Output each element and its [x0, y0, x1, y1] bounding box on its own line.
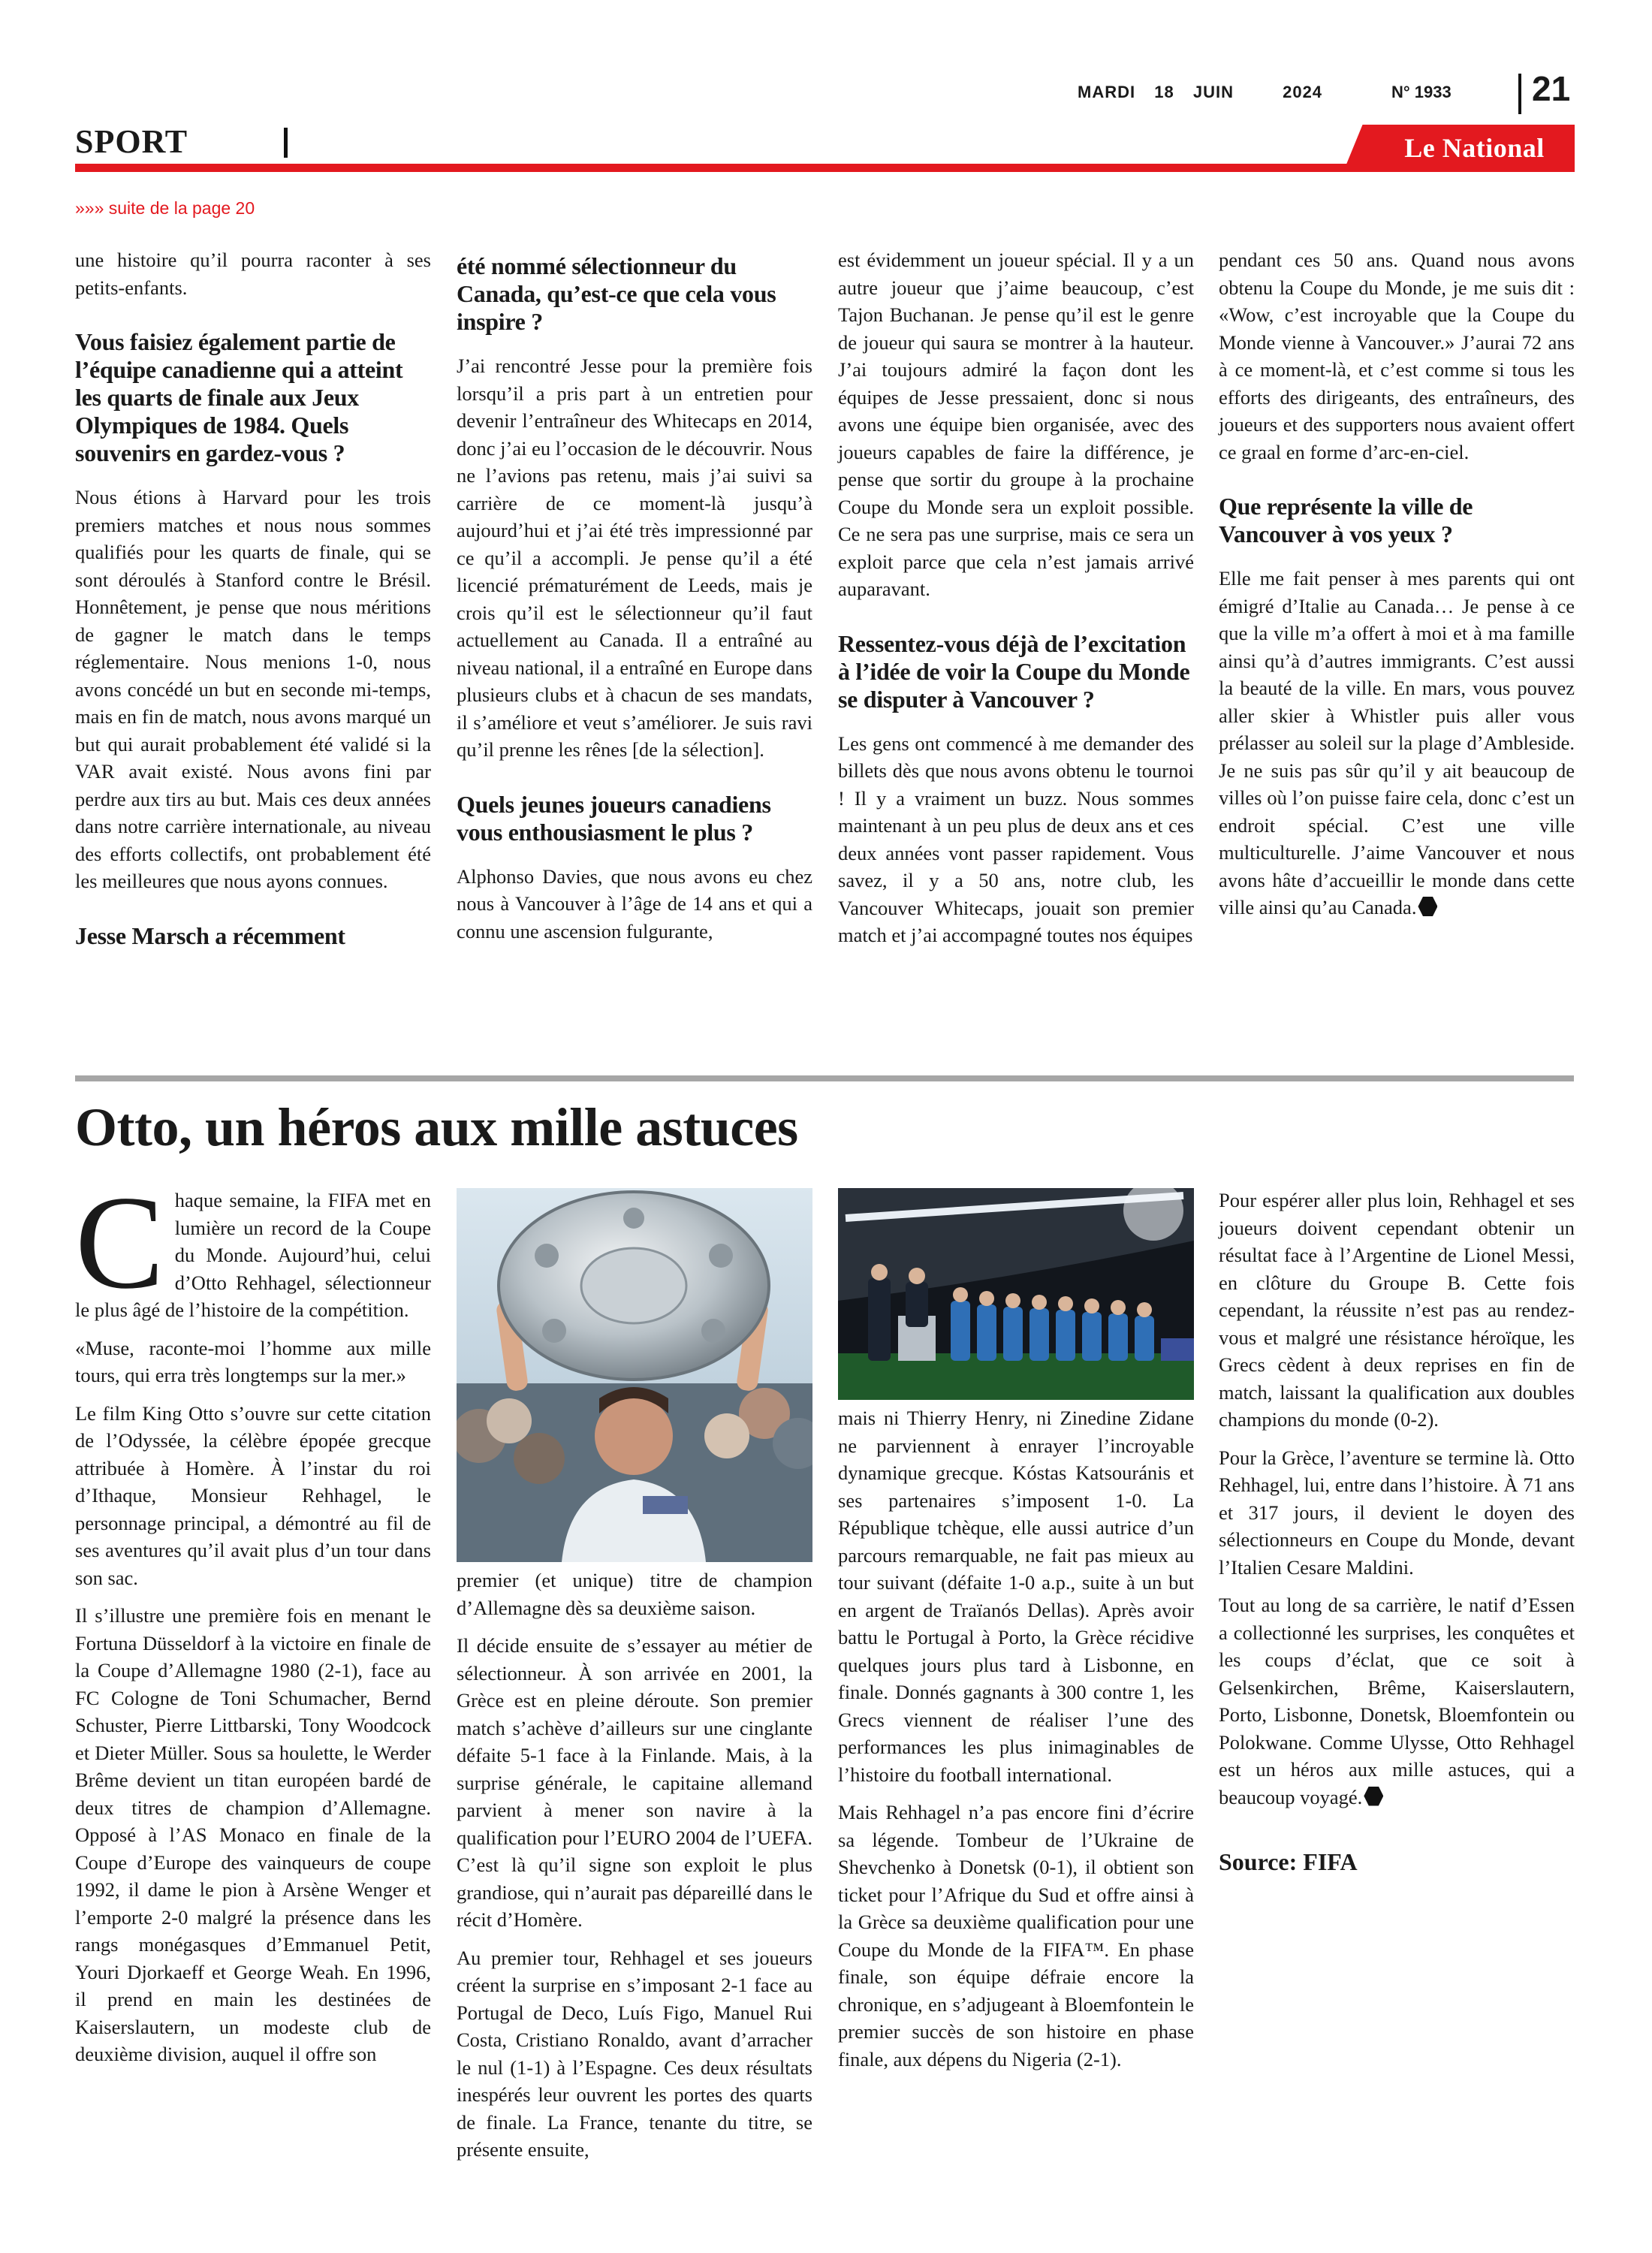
interview-question: Ressentez-vous déjà de l’excitation à l’idée de voir la Coupe du Monde se disputer à Vancouver ?: [838, 629, 1190, 713]
issue-number: N° 1933: [1391, 83, 1452, 101]
section-divider: [284, 128, 288, 158]
paragraph: [838, 730, 1194, 949]
paragraph-text: une histoire qu’il pourra raconter à ses petits-enfants.: [75, 249, 431, 299]
paragraph-text: «Muse, raconte-moi l’homme aux mille tours, qui erra très longtemps sur la mer.»: [75, 1336, 431, 1386]
paragraph: [838, 1404, 1194, 1788]
end-mark-icon: [1418, 897, 1437, 916]
paragraph-text: Il décide ensuite de s’essayer au métier de sélectionneur. À son arrivée en 2001, la Grèce est en pleine déroute. Son premier match s’achève d’ailleurs sur une cinglante défaite 5-1 face à la Finlande. Mais, à la surprise générale, le capitaine allemand parvient à mener son navire à la qualification pour l’EURO 2004 de l’UEFA. C’est là qu’il signe son exploit le plus grandiose, qui n’aurait pas dépareillé dans le récit d’Homère.: [457, 1634, 812, 1931]
paragraph: [75, 1168, 431, 1324]
article-column-1: [75, 1168, 431, 2079]
interview-question: Jesse Marsch a récemment: [75, 921, 345, 949]
article-divider: [75, 1075, 1574, 1081]
issue-month: JUIN: [1192, 83, 1234, 101]
interview-question: Que représente la ville de Vancouver à vos yeux ?: [1219, 493, 1473, 547]
paragraph: [457, 352, 812, 764]
interview-question: Vous faisiez également partie de l’équipe canadienne qui a atteint les quarts de finale aux Jeux Olympiques de 1984. Quels souvenirs en gardez-vous ?: [75, 328, 403, 466]
paragraph-text: Nous étions à Harvard pour les trois premiers matches et nous nous sommes qualifiés pour les quarts de finale, qui se sont déroulés à Stanford contre le Brésil. Honnêtement, je pense que nous méritions de gagner le match dans le temps réglementaire. Nous menions 1-0, nous avons concédé un but en seconde mi-temps, mais en fin de match, nous avons marqué un but qui aurait probablement été validé si la VAR avait existé. Nous avons fini par perdre aux tirs au but. Mais ces deux années dans notre carrière internationale, au niveau des efforts collectifs, ont probablement été les meilleures que nous ayons connues.: [75, 486, 431, 892]
paragraph-text: Pour espérer aller plus loin, Rehhagel et ses joueurs doivent cependant obtenir un résultat face à l’Argentine de Lionel Messi, en clôture du Groupe B. Cette fois cependant, la réussite n’est pas au rendez-vous et malgré une résistance héroïque, les Grecs cèdent à deux reprises en fin de match, laissant la qualification aux doubles champions du monde (0-2).: [1219, 1189, 1575, 1431]
interview-question: Quels jeunes joueurs canadiens vous enthousiasment le plus ?: [457, 790, 771, 846]
page-number-divider: [1518, 74, 1521, 114]
interview-question: été nommé sélectionneur du Canada, qu’est-ce que cela vous inspire ?: [457, 252, 776, 335]
paragraph-text: est évidemment un joueur spécial. Il y a un autre joueur que j’aime beaucoup, c’est Tajon Buchanan. Je pense qu’il est le genre de joueur qui saura se montrer à la hauteur. J’ai toujours admiré la façon dont les équipes de Jesse pressaient, donc si nous avons une équipe bien organisée, avec des joueurs capables de faire la différence, je pense que sortir du groupe à la prochaine Coupe du Monde sera un exploit possible. Ce ne sera pas une surprise, mais ce sera un exploit parce que cela n’est jamais arrivé auparavant.: [838, 249, 1194, 600]
paragraph: [75, 246, 431, 301]
paragraph: [457, 1944, 812, 2164]
article-column-2: [457, 1567, 812, 2174]
article-headline: Otto, un héros aux mille astuces: [75, 1097, 798, 1157]
article-column-4: [1219, 1187, 1575, 1876]
paragraph: [838, 246, 1194, 603]
interview-column-2: [457, 252, 812, 955]
paragraph-text: Tout au long de sa carrière, le natif d’Essen a collectionné les surprises, les conquêtes et les coups d’éclat, que ce soit à Gelsenkirchen, Brême, Kaiserslautern, Porto, Lisbonne, Donetsk, Bloemfontein ou Polokwane. Comme Ulysse, Otto Rehhagel est un héros aux mille astuces, qui a beaucoup voyagé.: [1219, 1594, 1575, 1808]
paragraph-text: Mais Rehhagel n’a pas encore fini d’écrire sa légende. Tombeur de l’Ukraine de Shevchenko à Donetsk (0-1), il obtient son ticket pour l’Afrique du Sud et offre ainsi à la Grèce sa deuxième qualification pour une Coupe du Monde de la FIFA™. En phase finale, son équipe défraie encore la chronique, en s’adjugeant à Bloemfontein le premier succès de son histoire en phase finale, aux dépens du Nigeria (2-1).: [838, 1801, 1194, 2071]
paragraph: [457, 863, 812, 946]
section-title: SPORT: [75, 123, 188, 160]
paragraph: [1219, 246, 1575, 466]
paragraph: [1219, 1187, 1575, 1434]
continued-from: »»» suite de la page 20: [75, 198, 255, 218]
paragraph-text: Il s’illustre une première fois en menant le Fortuna Düsseldorf à la victoire en finale de la Coupe d’Allemagne 1980 (2-1), face au FC Cologne de Toni Schumacher, Bernd Schuster, Pierre Littbarski, Tony Woodcock et Dieter Müller. Sous sa houlette, le Werder Brême devient un titan européen bardé de deux titres de champion d’Allemagne. Opposé à l’AS Monaco en finale de la Coupe d’Europe des vainqueurs de coupe 1992, il dame le pion à Arsène Wenger et l’emporte 2-0 malgré la présence dans les rangs monégasques d’Emmanuel Petit, Youri Djorkaeff et George Weah. En 1996, il prend en main les destinées de Kaiserslautern, un modeste club de deuxième division, auquel il offre son: [75, 1604, 431, 2065]
paragraph: [457, 1567, 812, 1621]
article-source: Source: FIFA: [1219, 1848, 1358, 1875]
interview-column-1: [75, 246, 431, 967]
paragraph-text: Le film King Otto s’ouvre sur cette citation de l’Odyssée, la célèbre épopée grecque attribuée à Homère. À l’instar du roi d’Ithaque, Monsieur Rehhagel, le personnage principal, a démontré au fil de ses aventures qu’il avait plus d’un tour dans son sac.: [75, 1401, 431, 1589]
paper-name: Le National: [1404, 133, 1545, 163]
paragraph: [457, 1632, 812, 1934]
paragraph: [1219, 565, 1575, 921]
paragraph-text: Pour la Grèce, l’aventure se termine là. Otto Rehhagel, lui, entre dans l’histoire. À 71 ans et 317 jours, il devient le doyen des sélectionneurs en Coupe du Monde, devant l’Italien Cesare Maldini.: [1219, 1446, 1575, 1579]
trophy-photo: [457, 1188, 812, 1562]
paragraph-text: Alphonso Davies, que nous avons eu chez nous à Vancouver à l’âge de 14 ans et qui a connu une ascension fulgurante,: [457, 864, 812, 943]
issue-day: MARDI: [1078, 83, 1136, 101]
paragraph: [1219, 1444, 1575, 1582]
interview-column-4: [1219, 246, 1575, 932]
article-column-3: [838, 1404, 1194, 2083]
paragraph-text: Les gens ont commencé à me demander des billets dès que nous avons obtenu le tournoi ! Il y a vraiment un buzz. Nous sommes maintenant à un peu plus de deux ans et ces deux années vont passer rapidement. Vous savez, il y a 50 ans, notre club, les Vancouver Whitecaps, jouait son premier match et j’ai accompagné toutes nos équipes: [838, 731, 1194, 946]
interview-column-3: [838, 246, 1194, 960]
paragraph-text: haque semaine, la FIFA met en lumière un record de la Coupe du Monde. Aujourd’hui, celui d’Otto Rehhagel, sélectionneur le plus âgé de l’histoire de la compétition.: [75, 1189, 431, 1321]
paragraph: [75, 1602, 431, 2068]
issue-year: 2024: [1283, 83, 1323, 101]
paragraph-text: premier (et unique) titre de champion d’Allemagne dès sa deuxième saison.: [457, 1569, 812, 1619]
paragraph-text: pendant ces 50 ans. Quand nous avons obtenu la Coupe du Monde, je me suis dit : «Wow, c’est incroyable que la Coupe du Monde vienne à Vancouver.» J’aurai 72 ans à ce moment-là, et c’est comme si tous les efforts des dirigeants, des entraîneurs, des joueurs et des supporters nous avaient offert ce graal en forme d’arc-en-ciel.: [1219, 249, 1575, 463]
paragraph: [75, 484, 431, 895]
drop-cap: C: [75, 1168, 164, 1317]
paragraph: [1219, 1591, 1575, 1811]
paragraph: [75, 1335, 431, 1389]
paragraph-text: J’ai rencontré Jesse pour la première fois lorsqu’il a pris part à un entretien pour devenir l’entraîneur des Whitecaps en 2014, donc j’ai eu l’occasion de le découvrir. Nous ne l’avions pas retenu, mais j’ai suivi sa carrière de ce moment-là jusqu’à aujourd’hui et j’ai été très impressionné par ce qu’il a accompli. Je pense qu’il a été licencié prématurément de Leeds, mais je crois qu’il est le sélectionneur qu’il faut actuellement au Canada. Il a entraîné au niveau national, il a entraîné en Europe dans plusieurs clubs et à chacun de ses mandats, il s’améliore et veut s’améliorer. Je suis ravi qu’il prenne les rênes [de la sélection].: [457, 354, 812, 761]
issue-date: [1078, 83, 1336, 102]
issue-date-number: 18: [1154, 83, 1174, 101]
page-number: 21: [1532, 69, 1571, 108]
paragraph: [75, 1400, 431, 1592]
paragraph-text: Elle me fait penser à mes parents qui ont émigré d’Italie au Canada… Je pense à ce que la ville m’a offert à moi et à ma famille ainsi qu’à d’autres immigrants. C’est aussi la beauté de la ville. En mars, vous pouvez aller skier à Whistler puis aller vous prélasser au soleil sur la plage d’Ambleside. Je ne suis pas sûr qu’il y ait beaucoup de villes où l’on puisse faire cela, donc c’est un endroit spécial. C’est une ville multiculturelle. J’aime Vancouver et nous avons hâte d’accueillir le monde dans cette ville ainsi qu’au Canada.: [1219, 567, 1575, 918]
paragraph-text: mais ni Thierry Henry, ni Zinedine Zidane ne parviennent à enrayer l’incroyable dynamique grecque. Kóstas Katsouránis et ses partenaires s’imposent 1-0. La République tchèque, elle aussi autrice d’un parcours remarquable, ne fait pas mieux au tour suivant (défaite 1-0 a.p., suite à un but en argent de Traïanós Dellas). Après avoir battu le Portugal à Porto, la Grèce récidive quelques jours plus tard à Lisbonne, en finale. Donnés gagnants à 300 contre 1, les Grecs viennent de réaliser l’une des performances les plus inimaginables de l’histoire du football international.: [838, 1407, 1194, 1786]
paragraph: [838, 1799, 1194, 2073]
paragraph-text: Au premier tour, Rehhagel et ses joueurs créent la surprise en s’imposant 2-1 face au Portugal de Deco, Luís Figo, Manuel Rui Costa, Cristiano Ronaldo, avant d’arracher le nul (1-1) à l’Espagne. Ces deux résultats inespérés leur ouvrent les portes des quarts de finale. La France, tenante du titre, se présente ensuite,: [457, 1946, 812, 2161]
end-mark-icon: [1364, 1787, 1383, 1806]
team-lineup-photo: [838, 1188, 1194, 1400]
